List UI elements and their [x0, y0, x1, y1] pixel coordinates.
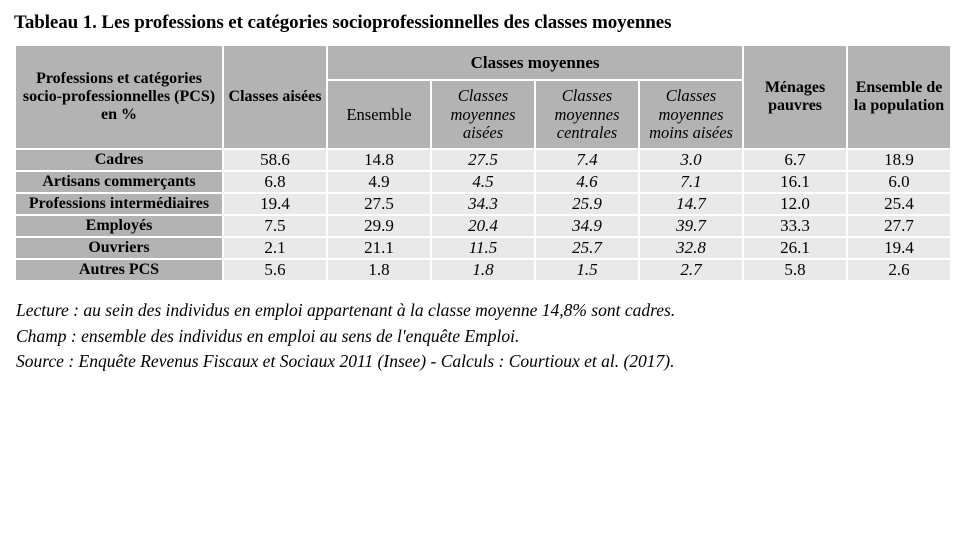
- cell-autres-cm-aisees: 1.8: [431, 259, 535, 281]
- column-header-ensemble-population: Ensemble de la population: [847, 45, 951, 149]
- cell-ouvriers-cm-aisees: 11.5: [431, 237, 535, 259]
- table-row: [15, 259, 951, 281]
- column-header-ensemble: Ensemble: [327, 80, 431, 149]
- note-source: Source : Enquête Revenus Fiscaux et Sociaux 2011 (Insee) - Calculs : Courtioux et al. (2017).: [16, 351, 675, 372]
- row-label-artisans-commercants: Artisans commerçants: [15, 171, 223, 193]
- cell-employes-ensemble: 29.9: [327, 215, 431, 237]
- note-champ: Champ : ensemble des individus en emploi au sens de l'enquête Emploi.: [16, 325, 520, 346]
- cell-employes-cm-centrales: 34.9: [535, 215, 639, 237]
- table-row: [15, 215, 951, 237]
- cell-employes-cm-aisees: 20.4: [431, 215, 535, 237]
- cell-cadres-cm-aisees: 27.5: [431, 149, 535, 171]
- cell-intermediaires-ensemble: 27.5: [327, 193, 431, 215]
- cell-artisans-ensemble-population: 6.0: [847, 171, 951, 193]
- cell-autres-ensemble-population: 2.6: [847, 259, 951, 281]
- cell-ouvriers-classes-aisees: 2.1: [223, 237, 327, 259]
- cell-artisans-cm-centrales: 4.6: [535, 171, 639, 193]
- cell-cadres-menages-pauvres: 6.7: [743, 149, 847, 171]
- table-row: [15, 237, 951, 259]
- cell-intermediaires-menages-pauvres: 12.0: [743, 193, 847, 215]
- cell-artisans-menages-pauvres: 16.1: [743, 171, 847, 193]
- cell-employes-cm-moins-aisees: 39.7: [639, 215, 743, 237]
- cell-artisans-cm-moins-aisees: 7.1: [639, 171, 743, 193]
- column-header-cm-aisees: Classes moyennes aisées: [431, 80, 535, 149]
- table-row: [15, 149, 951, 171]
- table-notes: [16, 298, 950, 374]
- cell-artisans-cm-aisees: 4.5: [431, 171, 535, 193]
- cell-cadres-ensemble-population: 18.9: [847, 149, 951, 171]
- row-label-employes: Employés: [15, 215, 223, 237]
- cell-autres-cm-moins-aisees: 2.7: [639, 259, 743, 281]
- cell-artisans-classes-aisees: 6.8: [223, 171, 327, 193]
- row-label-professions-intermediaires: Professions intermédiaires: [15, 193, 223, 215]
- corner-header: Professions et catégories socio-professionnelles (PCS) en %: [15, 45, 223, 149]
- cell-intermediaires-classes-aisees: 19.4: [223, 193, 327, 215]
- cell-cadres-ensemble: 14.8: [327, 149, 431, 171]
- cell-ouvriers-ensemble: 21.1: [327, 237, 431, 259]
- table-row: [15, 171, 951, 193]
- cell-ouvriers-cm-centrales: 25.7: [535, 237, 639, 259]
- cell-employes-ensemble-population: 27.7: [847, 215, 951, 237]
- cell-ouvriers-cm-moins-aisees: 32.8: [639, 237, 743, 259]
- cell-intermediaires-cm-centrales: 25.9: [535, 193, 639, 215]
- column-header-cm-moins-aisees: Classes moyennes moins aisées: [639, 80, 743, 149]
- cell-ouvriers-ensemble-population: 19.4: [847, 237, 951, 259]
- cell-autres-ensemble: 1.8: [327, 259, 431, 281]
- cell-cadres-cm-centrales: 7.4: [535, 149, 639, 171]
- cell-autres-cm-centrales: 1.5: [535, 259, 639, 281]
- table-caption: Tableau 1. Les professions et catégories socioprofessionnelles des classes moyennes: [14, 12, 672, 33]
- cell-cadres-cm-moins-aisees: 3.0: [639, 149, 743, 171]
- note-lecture: Lecture : au sein des individus en emploi appartenant à la classe moyenne 14,8% sont cadres.: [16, 300, 676, 321]
- row-label-cadres: Cadres: [15, 149, 223, 171]
- table-row: [15, 193, 951, 215]
- cell-ouvriers-menages-pauvres: 26.1: [743, 237, 847, 259]
- cell-autres-menages-pauvres: 5.8: [743, 259, 847, 281]
- cell-cadres-classes-aisees: 58.6: [223, 149, 327, 171]
- pcs-table: [14, 44, 952, 282]
- column-header-menages-pauvres: Ménages pauvres: [743, 45, 847, 149]
- cell-employes-classes-aisees: 7.5: [223, 215, 327, 237]
- cell-artisans-ensemble: 4.9: [327, 171, 431, 193]
- cell-intermediaires-ensemble-population: 25.4: [847, 193, 951, 215]
- group-header-classes-moyennes: Classes moyennes: [327, 45, 743, 80]
- row-label-ouvriers: Ouvriers: [15, 237, 223, 259]
- column-header-cm-centrales: Classes moyennes centrales: [535, 80, 639, 149]
- cell-employes-menages-pauvres: 33.3: [743, 215, 847, 237]
- cell-intermediaires-cm-moins-aisees: 14.7: [639, 193, 743, 215]
- column-header-classes-aisees: Classes aisées: [223, 45, 327, 149]
- cell-autres-classes-aisees: 5.6: [223, 259, 327, 281]
- table-header-row-top: [15, 45, 951, 80]
- row-label-autres-pcs: Autres PCS: [15, 259, 223, 281]
- cell-intermediaires-cm-aisees: 34.3: [431, 193, 535, 215]
